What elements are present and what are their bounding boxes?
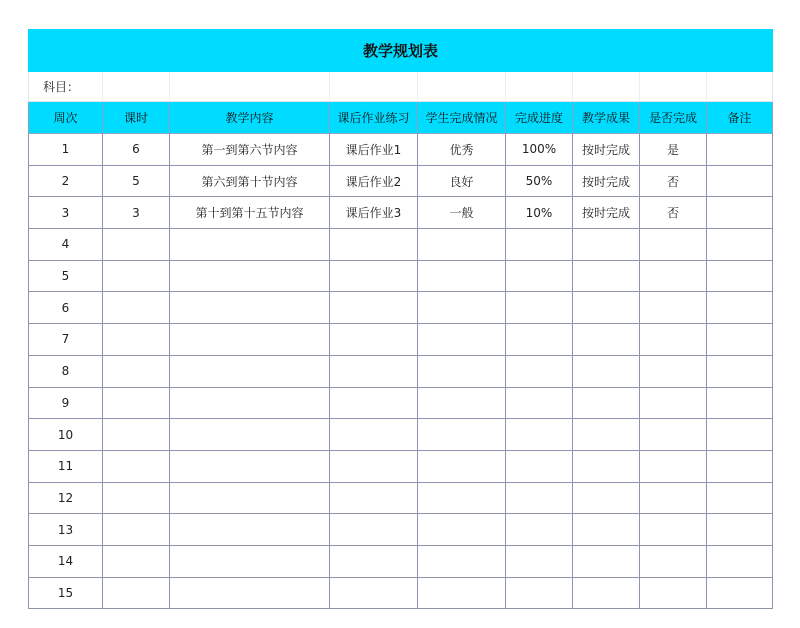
cell-progress[interactable] [506, 419, 573, 451]
cell-progress[interactable] [506, 577, 573, 609]
cell-done[interactable]: 是 [640, 134, 707, 166]
column-header-notes[interactable]: 备注 [707, 102, 773, 134]
cell-hours[interactable] [103, 482, 170, 514]
cell-week[interactable]: 15 [29, 577, 103, 609]
cell-content[interactable] [170, 545, 330, 577]
cell-hours[interactable] [103, 577, 170, 609]
cell-hours[interactable]: 6 [103, 134, 170, 166]
cell-week[interactable]: 3 [29, 197, 103, 229]
cell-completion-status[interactable] [418, 545, 506, 577]
teaching-plan-table [28, 29, 773, 609]
cell-hours[interactable] [103, 450, 170, 482]
cell-outcome[interactable] [573, 514, 640, 546]
cell-hours[interactable] [103, 545, 170, 577]
cell-content[interactable] [170, 229, 330, 261]
cell-completion-status[interactable]: 良好 [418, 165, 506, 197]
cell-notes[interactable] [707, 229, 773, 261]
cell-week[interactable]: 11 [29, 450, 103, 482]
cell-notes[interactable] [707, 482, 773, 514]
cell-content[interactable] [170, 450, 330, 482]
cell-done[interactable] [640, 577, 707, 609]
cell-progress[interactable] [506, 545, 573, 577]
column-header-completion-status[interactable]: 学生完成情况 [418, 102, 506, 134]
cell-progress[interactable]: 50% [506, 165, 573, 197]
table-row [29, 577, 773, 609]
cell-done[interactable] [640, 387, 707, 419]
subject-cell[interactable] [170, 72, 330, 102]
cell-week[interactable]: 4 [29, 229, 103, 261]
subject-cell[interactable] [418, 72, 506, 102]
cell-outcome[interactable] [573, 292, 640, 324]
cell-hours[interactable] [103, 292, 170, 324]
cell-homework[interactable] [330, 387, 418, 419]
cell-done[interactable] [640, 482, 707, 514]
cell-outcome[interactable] [573, 419, 640, 451]
cell-done[interactable] [640, 260, 707, 292]
cell-content[interactable] [170, 577, 330, 609]
cell-content[interactable] [170, 260, 330, 292]
cell-done[interactable]: 否 [640, 197, 707, 229]
cell-homework[interactable] [330, 229, 418, 261]
table-row [29, 197, 773, 229]
cell-progress[interactable] [506, 387, 573, 419]
cell-content[interactable] [170, 292, 330, 324]
cell-hours[interactable] [103, 260, 170, 292]
cell-outcome[interactable] [573, 482, 640, 514]
column-header-content[interactable]: 教学内容 [170, 102, 330, 134]
cell-outcome[interactable]: 按时完成 [573, 197, 640, 229]
cell-content[interactable]: 第六到第十节内容 [170, 165, 330, 197]
cell-content[interactable] [170, 514, 330, 546]
cell-hours[interactable] [103, 387, 170, 419]
cell-week[interactable]: 5 [29, 260, 103, 292]
cell-hours[interactable] [103, 229, 170, 261]
cell-outcome[interactable] [573, 450, 640, 482]
cell-hours[interactable] [103, 324, 170, 356]
cell-completion-status[interactable] [418, 482, 506, 514]
cell-outcome[interactable] [573, 387, 640, 419]
cell-hours[interactable] [103, 355, 170, 387]
cell-homework[interactable] [330, 292, 418, 324]
cell-done[interactable] [640, 419, 707, 451]
cell-week[interactable]: 6 [29, 292, 103, 324]
cell-notes[interactable] [707, 165, 773, 197]
table-title[interactable]: 教学规划表 [29, 30, 773, 72]
cell-done[interactable] [640, 355, 707, 387]
cell-progress[interactable] [506, 450, 573, 482]
subject-cell[interactable] [707, 72, 773, 102]
cell-done[interactable] [640, 450, 707, 482]
cell-progress[interactable]: 100% [506, 134, 573, 166]
cell-homework[interactable] [330, 450, 418, 482]
table-row [29, 134, 773, 166]
cell-homework[interactable] [330, 514, 418, 546]
cell-completion-status[interactable] [418, 419, 506, 451]
cell-notes[interactable] [707, 355, 773, 387]
cell-homework[interactable]: 课后作业2 [330, 165, 418, 197]
cell-week[interactable]: 13 [29, 514, 103, 546]
cell-week[interactable]: 7 [29, 324, 103, 356]
cell-week[interactable]: 10 [29, 419, 103, 451]
cell-content[interactable] [170, 324, 330, 356]
column-header-week[interactable]: 周次 [29, 102, 103, 134]
cell-done[interactable] [640, 292, 707, 324]
cell-completion-status[interactable]: 优秀 [418, 134, 506, 166]
cell-notes[interactable] [707, 197, 773, 229]
cell-progress[interactable] [506, 292, 573, 324]
cell-done[interactable]: 否 [640, 165, 707, 197]
cell-progress[interactable] [506, 355, 573, 387]
cell-completion-status[interactable] [418, 324, 506, 356]
cell-hours[interactable]: 5 [103, 165, 170, 197]
cell-done[interactable] [640, 229, 707, 261]
cell-notes[interactable] [707, 260, 773, 292]
column-header-done[interactable]: 是否完成 [640, 102, 707, 134]
cell-homework[interactable] [330, 419, 418, 451]
cell-homework[interactable] [330, 577, 418, 609]
table-row [29, 229, 773, 261]
table-row [29, 450, 773, 482]
cell-completion-status[interactable] [418, 355, 506, 387]
cell-hours[interactable] [103, 419, 170, 451]
cell-completion-status[interactable] [418, 514, 506, 546]
table-row [29, 165, 773, 197]
cell-content[interactable] [170, 419, 330, 451]
cell-progress[interactable]: 10% [506, 197, 573, 229]
cell-notes[interactable] [707, 387, 773, 419]
cell-week[interactable]: 1 [29, 134, 103, 166]
column-header-homework[interactable]: 课后作业练习 [330, 102, 418, 134]
table-row [29, 545, 773, 577]
column-header-progress[interactable]: 完成进度 [506, 102, 573, 134]
spreadsheet [28, 29, 772, 609]
title-row [29, 30, 773, 72]
table-row [29, 482, 773, 514]
table-row [29, 514, 773, 546]
cell-notes[interactable] [707, 577, 773, 609]
column-header-outcome[interactable]: 教学成果 [573, 102, 640, 134]
cell-done[interactable] [640, 324, 707, 356]
table-row [29, 387, 773, 419]
subject-row [29, 72, 773, 102]
cell-homework[interactable] [330, 324, 418, 356]
cell-completion-status[interactable] [418, 229, 506, 261]
cell-completion-status[interactable] [418, 260, 506, 292]
cell-homework[interactable] [330, 355, 418, 387]
subject-cell[interactable] [103, 72, 170, 102]
cell-progress[interactable] [506, 260, 573, 292]
cell-content[interactable] [170, 482, 330, 514]
column-header-hours[interactable]: 课时 [103, 102, 170, 134]
subject-cell[interactable] [506, 72, 573, 102]
cell-week[interactable]: 14 [29, 545, 103, 577]
header-row [29, 102, 773, 134]
cell-week[interactable]: 2 [29, 165, 103, 197]
cell-outcome[interactable] [573, 355, 640, 387]
cell-notes[interactable] [707, 419, 773, 451]
cell-done[interactable] [640, 514, 707, 546]
cell-notes[interactable] [707, 134, 773, 166]
cell-notes[interactable] [707, 545, 773, 577]
cell-completion-status[interactable] [418, 387, 506, 419]
cell-hours[interactable]: 3 [103, 197, 170, 229]
cell-completion-status[interactable]: 一般 [418, 197, 506, 229]
table-row [29, 355, 773, 387]
subject-cell[interactable] [573, 72, 640, 102]
cell-homework[interactable] [330, 482, 418, 514]
cell-hours[interactable] [103, 514, 170, 546]
cell-progress[interactable] [506, 229, 573, 261]
cell-content[interactable]: 第十到第十五节内容 [170, 197, 330, 229]
cell-completion-status[interactable] [418, 292, 506, 324]
subject-cell[interactable] [330, 72, 418, 102]
cell-homework[interactable] [330, 260, 418, 292]
cell-week[interactable]: 8 [29, 355, 103, 387]
cell-notes[interactable] [707, 514, 773, 546]
cell-completion-status[interactable] [418, 577, 506, 609]
cell-homework[interactable] [330, 545, 418, 577]
cell-content[interactable]: 第一到第六节内容 [170, 134, 330, 166]
subject-label[interactable]: 科目： [29, 72, 103, 102]
cell-outcome[interactable] [573, 324, 640, 356]
cell-outcome[interactable]: 按时完成 [573, 165, 640, 197]
subject-cell[interactable] [640, 72, 707, 102]
cell-notes[interactable] [707, 324, 773, 356]
cell-content[interactable] [170, 387, 330, 419]
table-row [29, 260, 773, 292]
cell-notes[interactable] [707, 450, 773, 482]
cell-progress[interactable] [506, 514, 573, 546]
cell-progress[interactable] [506, 324, 573, 356]
cell-outcome[interactable] [573, 260, 640, 292]
cell-outcome[interactable] [573, 229, 640, 261]
cell-notes[interactable] [707, 292, 773, 324]
table-row [29, 324, 773, 356]
cell-week[interactable]: 9 [29, 387, 103, 419]
cell-completion-status[interactable] [418, 450, 506, 482]
cell-done[interactable] [640, 545, 707, 577]
cell-week[interactable]: 12 [29, 482, 103, 514]
cell-outcome[interactable] [573, 577, 640, 609]
cell-homework[interactable]: 课后作业3 [330, 197, 418, 229]
table-row [29, 419, 773, 451]
cell-outcome[interactable] [573, 545, 640, 577]
table-row [29, 292, 773, 324]
cell-homework[interactable]: 课后作业1 [330, 134, 418, 166]
cell-outcome[interactable]: 按时完成 [573, 134, 640, 166]
cell-content[interactable] [170, 355, 330, 387]
cell-progress[interactable] [506, 482, 573, 514]
